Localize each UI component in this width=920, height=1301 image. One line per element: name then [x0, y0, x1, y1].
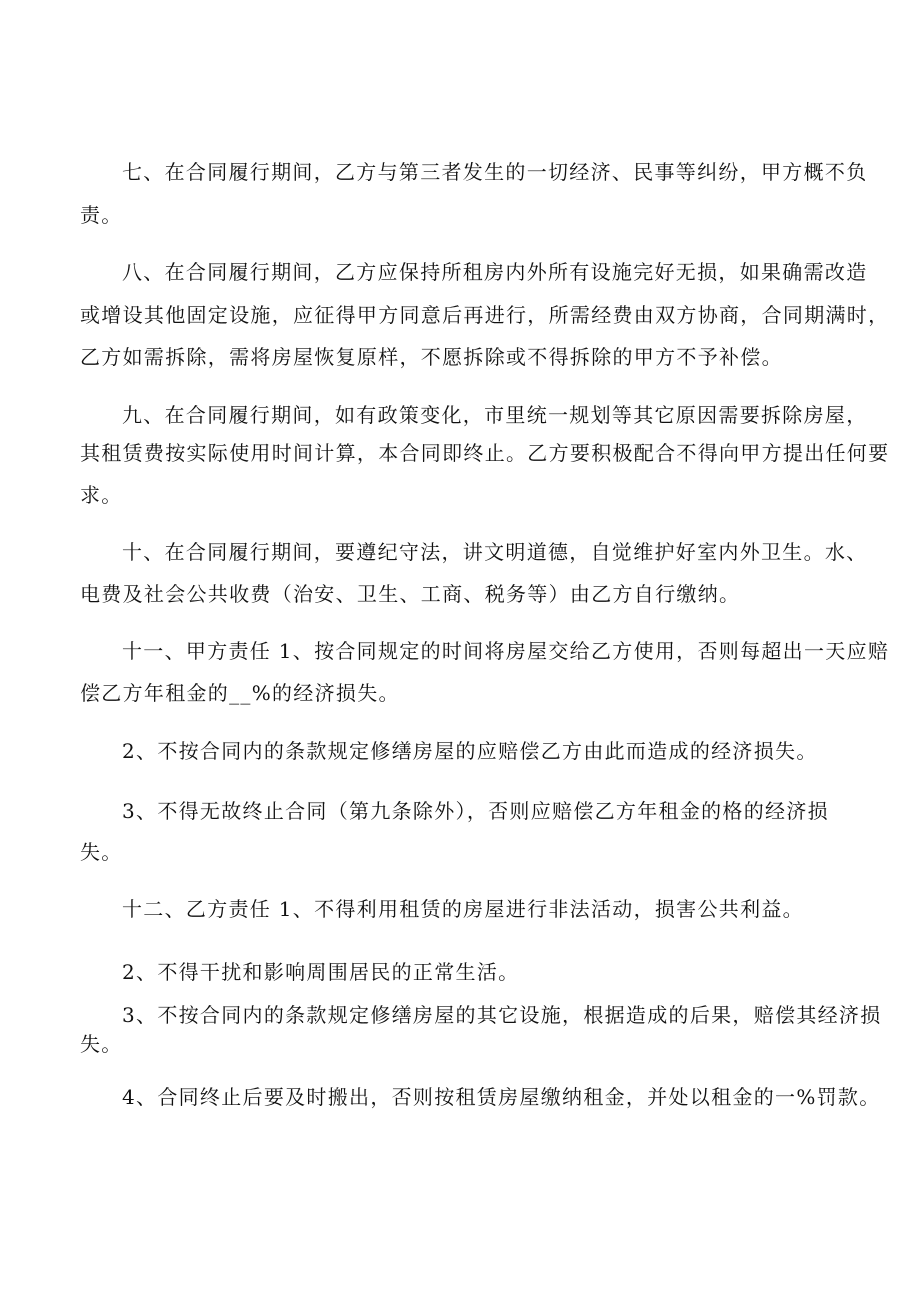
clause-7-line-1: 七、在合同履行期间，乙方与第三者发生的一切经济、民事等纠纷，甲方概不负	[122, 160, 868, 184]
clause-12-item-3-line-1: 3、不按合同内的条款规定修缮房屋的其它设施，根据造成的后果，赔偿其经济损	[122, 1003, 882, 1027]
clause-10-line-2: 电费及社会公共收费（治安、卫生、工商、税务等）由乙方自行缴纳。	[80, 582, 741, 606]
clause-11-item-2: 2、不按合同内的条款规定修缮房屋的应赔偿乙方由此而造成的经济损失。	[122, 739, 818, 763]
clause-12-item-2: 2、不得干扰和影响周围居民的正常生活。	[122, 960, 520, 984]
clause-11-item-3-line-2: 失。	[80, 840, 123, 864]
clause-8-line-3: 乙方如需拆除，需将房屋恢复原样，不愿拆除或不得拆除的甲方不予补偿。	[80, 345, 783, 369]
clause-9-line-3: 求。	[80, 483, 123, 507]
clause-9-line-1: 九、在合同履行期间，如有政策变化，市里统一规划等其它原因需要拆除房屋，	[122, 403, 868, 427]
clause-10-line-1: 十、在合同履行期间，要遵纪守法，讲文明道德，自觉维护好室内外卫生。水、	[122, 540, 868, 564]
clause-11-line-1: 十一、甲方责任 1、按合同规定的时间将房屋交给乙方使用，否则每超出一天应赔	[122, 639, 890, 663]
clause-7-line-2: 责。	[80, 203, 123, 227]
clause-11-item-3-line-1: 3、不得无故终止合同（第九条除外），否则应赔偿乙方年租金的格的经济损	[122, 799, 829, 823]
clause-12-line-1: 十二、乙方责任 1、不得利用租赁的房屋进行非法活动，损害公共利益。	[122, 897, 804, 921]
clause-12-item-4: 4、合同终止后要及时搬出，否则按租赁房屋缴纳租金，并处以租金的一%罚款。	[122, 1085, 881, 1109]
clause-12-item-3-line-2: 失。	[80, 1032, 123, 1056]
clause-8-line-1: 八、在合同履行期间，乙方应保持所租房内外所有设施完好无损，如果确需改造	[122, 260, 868, 284]
clause-11-line-2: 偿乙方年租金的__%的经济损失。	[80, 681, 400, 705]
clause-8-line-2: 或增设其他固定设施，应征得甲方同意后再进行，所需经费由双方协商，合同期满时，	[80, 303, 890, 327]
clause-9-line-2: 其租赁费按实际使用时间计算，本合同即终止。乙方要积极配合不得向甲方提出任何要	[80, 441, 890, 465]
